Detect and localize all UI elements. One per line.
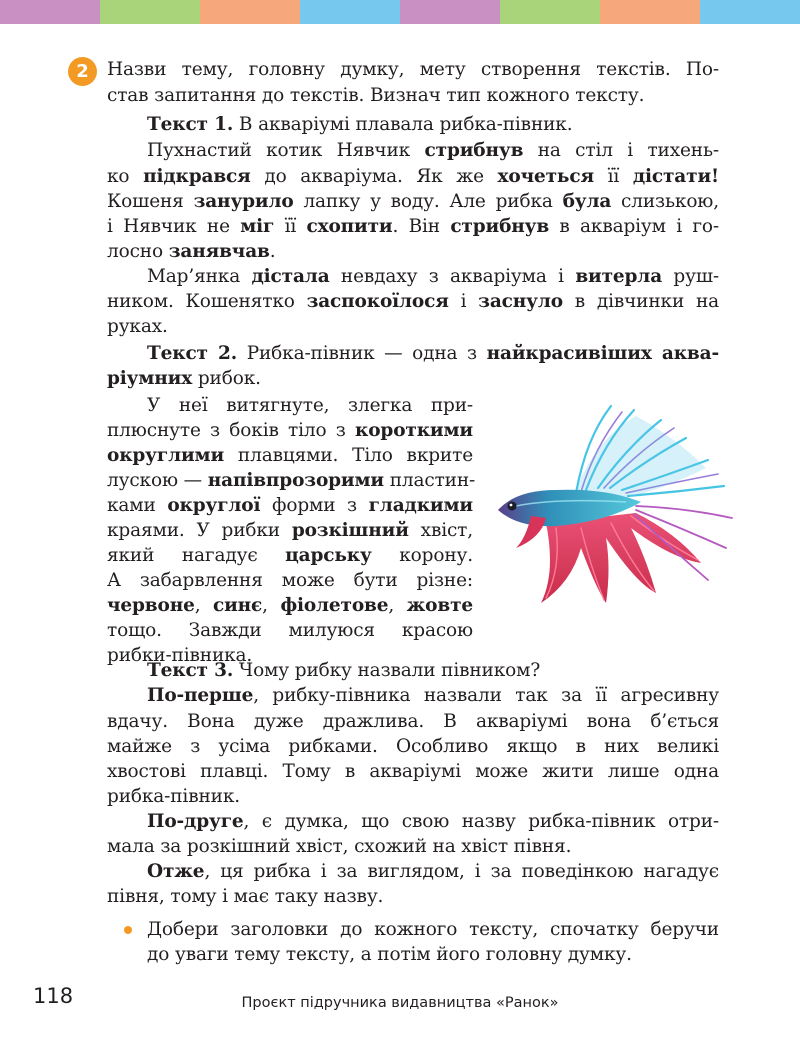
text3-line: Отже, ця рибка і за виглядом, і за поведінкою нагадує xyxy=(147,861,719,882)
footer-publisher-note: Проєкт підручника видавництва «Ранок» xyxy=(241,995,559,1011)
text2-line: лускою — напівпрозорими пластин- xyxy=(107,470,476,491)
bullet-task-line: до уваги тему тексту, а потім його головну думку. xyxy=(147,944,632,965)
text2-line: тощо. Завжди милуюся красою xyxy=(107,620,473,641)
text2-line: рибки-півника. xyxy=(107,645,253,666)
text3-line: вдачу. Вона дуже дражлива. В акваріумі вона б’ється xyxy=(107,711,719,732)
text3-line: По-перше, рибку-півника назвали так за її агресивну xyxy=(147,685,719,706)
text2-line: округлими плавцями. Тіло вкрите xyxy=(107,445,473,466)
text3-label: Текст 3. xyxy=(147,660,234,681)
text3-line: По-друге, є думка, що свою назву рибка-півник отри- xyxy=(147,811,719,832)
bullet-task-line: Добери заголовки до кожного тексту, спочатку беручи xyxy=(147,919,719,940)
page-number: 118 xyxy=(33,984,74,1008)
stripe-orange xyxy=(200,0,300,24)
text1-line: ко підкрався до акваріума. Як же хочеться її дістати! xyxy=(107,166,719,187)
text2-line: Текст 2. Рибка-півник — одна з найкрасивіших аква- xyxy=(147,343,719,364)
text2-line: ріумних рибок. xyxy=(107,368,261,389)
color-stripe-bar xyxy=(0,0,800,24)
text1-line: лосно занявчав. xyxy=(107,241,276,262)
text3-line: хвостові плавці. Тому в акваріумі може жити лише одна xyxy=(107,761,719,782)
text2-line: А забарвлення може бути різне: xyxy=(107,570,473,591)
text1-label: Текст 1. xyxy=(147,114,234,135)
text3-line: мала за розкішний хвіст, схожий на хвіст півня. xyxy=(107,836,572,857)
task-instruction-line: став запитання до текстів. Визнач тип кожного тексту. xyxy=(107,85,645,106)
bullet-dot-icon xyxy=(124,926,132,934)
text1-line: Текст 1. В акваріумі плавала рибка-півник. xyxy=(147,114,573,135)
text2-label: Текст 2. xyxy=(147,343,238,364)
text2-line: який нагадує царську корону. xyxy=(107,545,473,566)
text1-line: Кошеня занурило лапку у воду. Але рибка була слизькою, xyxy=(107,191,719,212)
text1-line: Пухнастий котик Нявчик стрибнув на стіл і тихень- xyxy=(147,140,720,161)
stripe-orange xyxy=(600,0,700,24)
task-number-badge: 2 xyxy=(68,57,97,86)
stripe-blue xyxy=(700,0,800,24)
stripe-purple xyxy=(0,0,100,24)
text3-line: майже з усіма рибками. Особливо якщо в них великі xyxy=(107,736,719,757)
text1-line: і Нявчик не міг її схопити. Він стрибнув в акваріум і го- xyxy=(107,216,719,237)
text2-line: ками округлої форми з гладкими xyxy=(107,495,473,516)
text1-line: Мар’янка дістала невдаху з акваріума і витерла руш- xyxy=(147,266,720,287)
text2-line: червоне, синє, фіолетове, жовте xyxy=(107,595,474,616)
text1-line: ником. Кошенятко заспокоїлося і заснуло в дівчинки на xyxy=(107,291,720,312)
stripe-green xyxy=(500,0,600,24)
text2-line: краями. У рибки розкішний хвіст, xyxy=(107,520,473,541)
text1-line: руках. xyxy=(107,316,168,337)
stripe-purple xyxy=(400,0,500,24)
stripe-blue xyxy=(300,0,400,24)
stripe-green xyxy=(100,0,200,24)
task-instruction-line: Назви тему, головну думку, мету створення текстів. По- xyxy=(107,59,719,80)
text3-line: Текст 3. Чому рибку назвали півником? xyxy=(147,660,541,681)
text2-line: плюснуте з боків тіло з короткими xyxy=(107,420,473,441)
text3-line: рибка-півник. xyxy=(107,786,240,807)
betta-fish-illustration xyxy=(486,398,736,608)
text3-line: півня, тому і має таку назву. xyxy=(107,886,384,907)
text2-line: У неї витягнуте, злегка при- xyxy=(147,395,473,416)
